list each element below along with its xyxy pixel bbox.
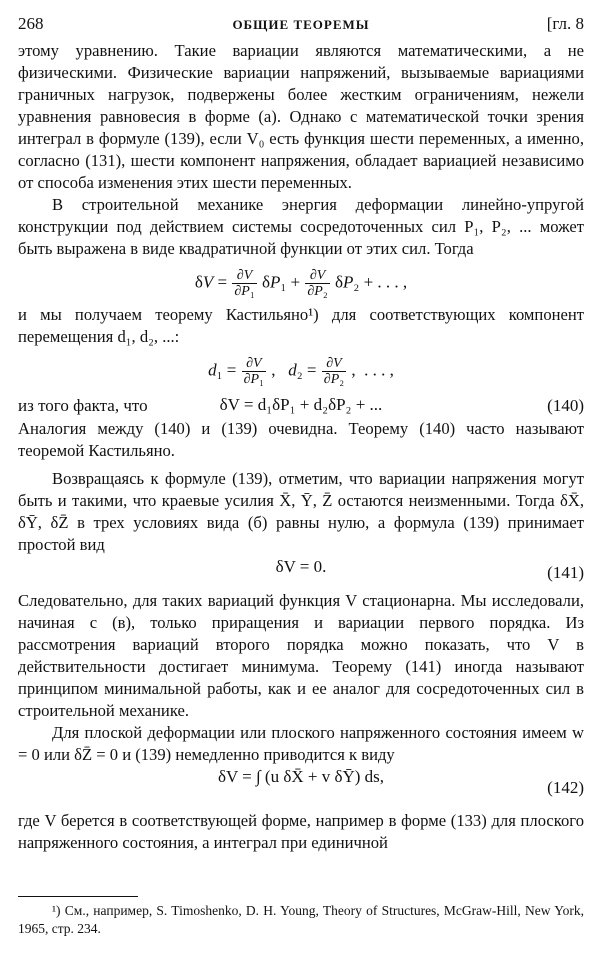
paragraph: Аналогия между (140) и (139) очевидна. Теорему (140) часто называют теоремой Кастильяно.: [18, 419, 584, 460]
equation-number: (141): [547, 563, 584, 582]
equation-number: (140): [547, 396, 584, 415]
paragraph: Возвращаясь к формуле (139), отметим, что вариации напряжения могут быть и такими, что краевые усилия X̄, Ȳ, Z̄ остаются неизменными. Тогда δX̄, δȲ, δZ̄ в трех условиях вида (б) равны нулю, а формула (139) принимает простой вид: [18, 469, 584, 554]
equation-140: [18, 394, 584, 418]
running-title: ОБЩИЕ ТЕОРЕМЫ: [232, 17, 370, 32]
page-header: [18, 12, 584, 40]
paragraph: где V берется в соответствующей форме, например в форме (133) для плоского напряженного состояния, а интеграл при единичной: [18, 811, 584, 852]
page-body: [18, 40, 584, 854]
equation-number: (142): [547, 778, 584, 797]
paragraph: этому уравнению. Такие вариации являются математическими, а не физическими. Физические вариации напряжений, вызываемые вариациями граничных нагрузок, подвержены более жестким ограничениям, нежели уравнения равновесия в форме (а). Однако с математической точки зрения интеграл в формуле (139), если V₀ есть функция шести переменных, а именно, согласно (131), шести компонент напряжения, обладает вариацией независимо от способа изменения этих шести переменных.: [18, 41, 584, 192]
chapter-label: [гл. 8: [546, 14, 584, 33]
paragraph: и мы получаем теорему Кастильяно¹) для соответствующих компонент перемещения d₁, d₂, ...:: [18, 305, 584, 346]
equation-142: [18, 766, 584, 810]
equation-text: δV = ∫ (u δX̄ + v δȲ) ds,: [217, 767, 385, 786]
book-page: [18, 12, 584, 942]
equation-141: [18, 556, 584, 590]
equation-dv: δV = $\frac{\partial V}{\text{∂P₁}}$ δP₁ + $\frac{\partial V}{\text{∂P₂}}$ δP₂ + . . . ,: [194, 268, 408, 299]
equation-d: d₁ = $\frac{\partial V}{\text{∂P₁}}$ , d₂ = $\frac{\partial V}{\text{∂P₂}}$ , . . . ,: [208, 356, 394, 387]
paragraph: Для плоской деформации или плоского напряженного состояния имеем w = 0 или δZ̄ = 0 и (139) немедленно приводится к виду: [18, 723, 584, 764]
footnote-rule: [18, 896, 138, 897]
paragraph: Следовательно, для таких вариаций функция V стационарна. Мы исследовали, начиная с (в), только приращения и вариации первого порядка. Из рассмотрения вариаций второго порядка можно показать, что V в действительности достигает минимума. Теорему (141) иногда называют принципом минимальной работы, как и ее аналог для сосредоточенных сил в строительной механике.: [18, 591, 584, 720]
paragraph: В строительной механике энергия деформации линейно-упругой конструкции под действием системы сосредоточенных сил P₁, P₂, ... может быть выражена в виде квадратичной функции от этих сил. Тогда: [18, 195, 584, 258]
page-number: 268: [18, 14, 44, 33]
paragraph: из того факта, что: [18, 396, 148, 415]
equation-text: δV = d₁δP₁ + d₂δP₂ + ...: [219, 395, 383, 414]
footnote: ¹) См., например, S. Timoshenko, D. H. Young, Theory of Structures, McGraw-Hill, New York, 1965, стр. 234.: [18, 903, 584, 936]
equation-text: δV = 0.: [275, 557, 327, 576]
